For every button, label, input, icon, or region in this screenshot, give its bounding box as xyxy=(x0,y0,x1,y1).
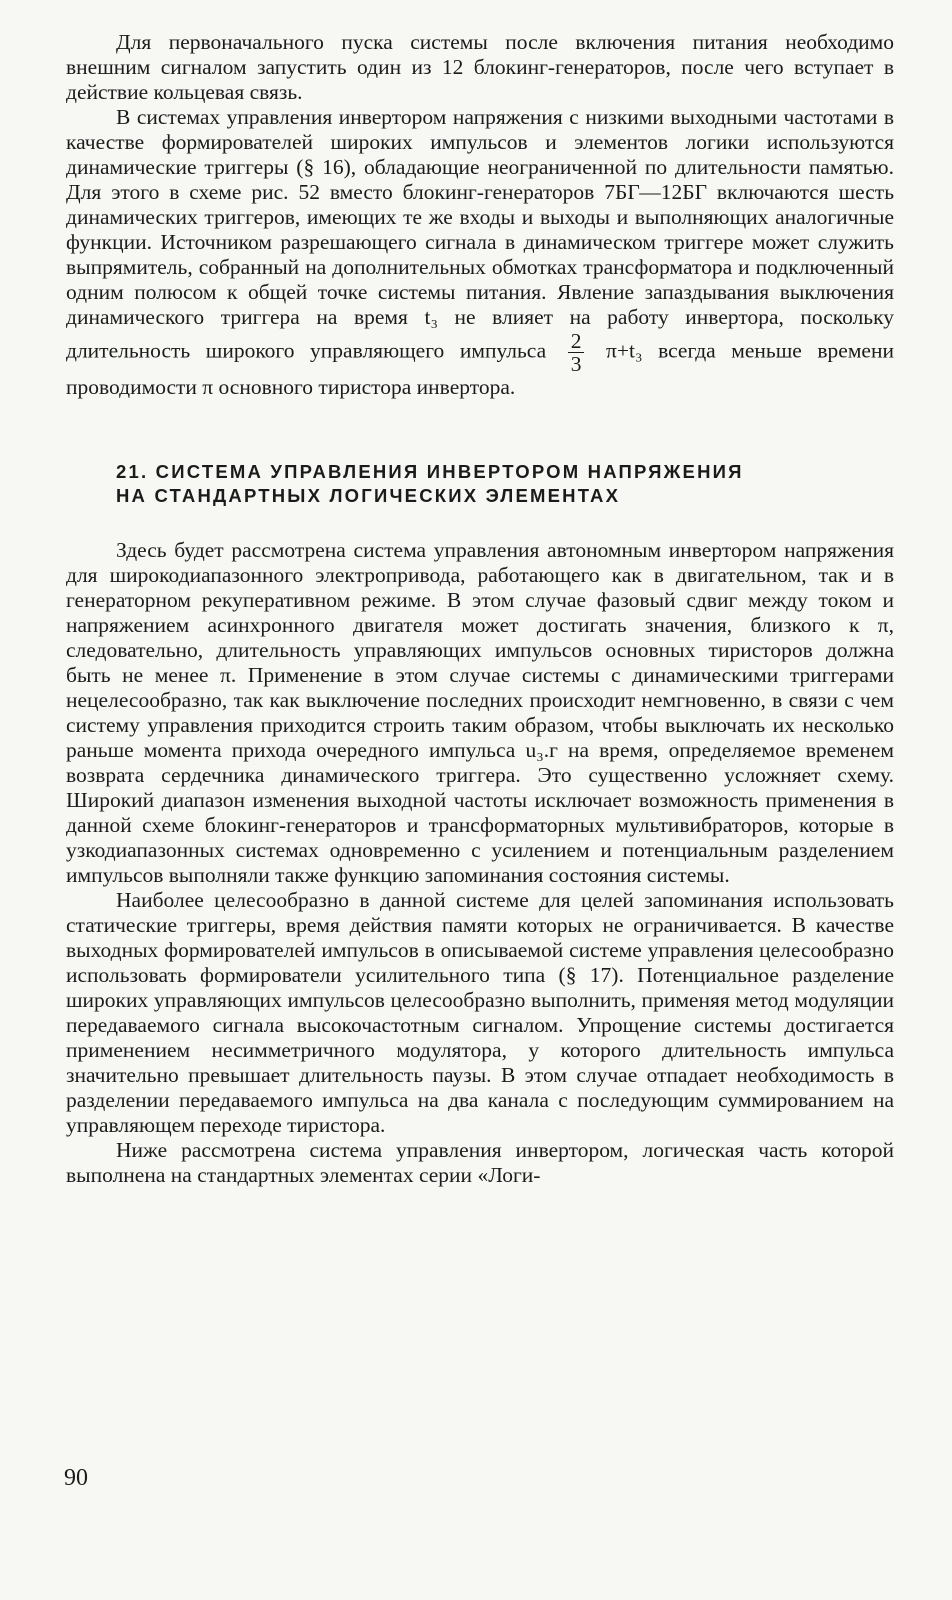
fraction-numerator: 2 xyxy=(568,330,585,353)
paragraph-dynamic-triggers-tail: π+t₃ всегда меньше времени проводимости π основного тиристора инвертора. xyxy=(66,338,894,399)
paragraph-dynamic-triggers xyxy=(66,105,894,400)
page-number: 90 xyxy=(64,1465,88,1491)
section-heading xyxy=(66,460,894,508)
paragraph-startup: Для первоначального пуска системы после включения питания необходимо внешним сигналом запустить один из 12 блокинг-генераторов, после чего вступает в действие кольцевая связь. xyxy=(66,30,894,104)
section-heading-line2: НА СТАНДАРТНЫХ ЛОГИЧЕСКИХ ЭЛЕМЕНТАХ xyxy=(116,485,621,506)
paragraph-wide-range: Здесь будет рассмотрена система управления автономным инвертором напряжения для широкодиапазонного электропривода, работающего как в двигательном, так и в генераторном рекуперативном режиме. В этом случае фазовый сдвиг между током и напряжением асинхронного двигателя может достигать значения, близкого к π, следовательно, длительность управляющих импульсов основных тиристоров должна быть не менее π. Применение в этом случае системы с динамическими триггерами нецелесообразно, так как выключение последних происходит немгновенно, в связи с чем систему управления приходится строить таким образом, чтобы выключать их несколько раньше момента прихода очередного импульса u₃.г на время, определяемое временем возврата сердечника динамического триггера. Это существенно усложняет схему. Широкий диапазон изменения выходной частоты исключает возможность применения в данной схеме блокинг-генераторов и трансформаторных мультивибраторов, которые в узкодиапазонных системах одновременно с усилением и потенциальным разделением импульсов выполняли также функцию запоминания состояния системы. xyxy=(66,538,894,887)
paragraph-logic-series: Ниже рассмотрена система управления инвертором, логическая часть которой выполнена на стандартных элементах серии «Логи- xyxy=(66,1138,894,1187)
fraction-two-thirds xyxy=(568,330,585,375)
page-body xyxy=(66,30,894,1188)
fraction-denominator: 3 xyxy=(570,352,582,376)
paragraph-dynamic-triggers-text: В системах управления инвертором напряжения с низкими выходными частотами в качестве формирователей широких импульсов и элементов логики используются динамические триггеры (§ 16), обладающие неограниченной по длительности памятью. Для этого в схеме рис. 52 вместо блокинг-генераторов 7БГ—12БГ включаются шесть динамических триггеров, имеющих те же входы и выходы и выполняющих аналогичные функции. Источником разрешающего сигнала в динамическом триггере может служить выпрямитель, собранный на дополнительных обмотках трансформатора и подключенный одним полюсом к общей точке системы питания. Явление запаздывания выключения динамического триггера на время t₃ не влияет на работу инвертора, поскольку длительность широкого управляющего импульса xyxy=(66,105,894,363)
section-heading-line1: 21. СИСТЕМА УПРАВЛЕНИЯ ИНВЕРТОРОМ НАПРЯЖЕНИЯ xyxy=(116,461,744,482)
paragraph-static-triggers: Наиболее целесообразно в данной системе для целей запоминания использовать статические триггеры, время действия памяти которых не ограничивается. В качестве выходных формирователей импульсов в описываемой системе управления целесообразно использовать формирователи усилительного типа (§ 17). Потенциальное разделение широких управляющих импульсов целесообразно выполнить, применяя метод модуляции передаваемого сигнала высокочастотным сигналом. Упрощение системы достигается применением несимметричного модулятора, у которого длительность импульса значительно превышает длительность паузы. В этом случае отпадает необходимость в разделении передаваемого импульса на два канала с последующим суммированием на управляющем переходе тиристора. xyxy=(66,888,894,1137)
